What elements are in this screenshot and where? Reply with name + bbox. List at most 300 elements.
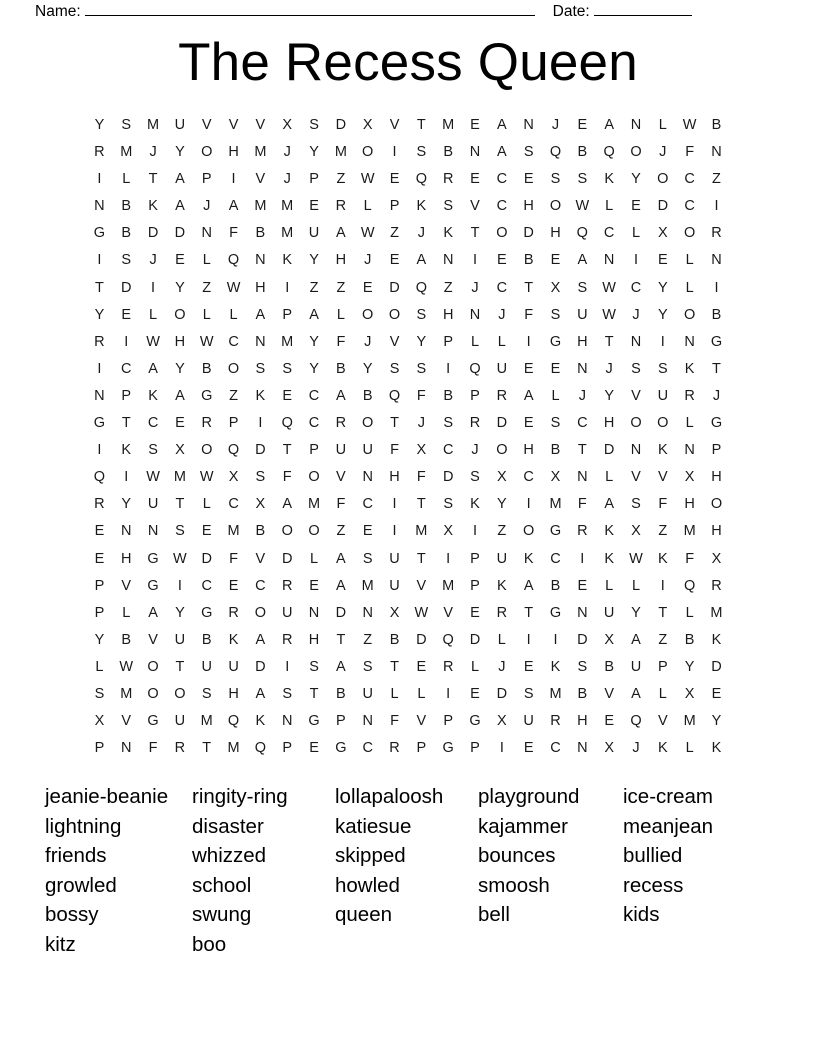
grid-letter[interactable]: R [684, 387, 695, 404]
grid-letter[interactable]: Q [415, 171, 427, 188]
grid-letter[interactable]: Z [229, 387, 238, 404]
grid-letter[interactable]: S [523, 144, 534, 161]
grid-letter[interactable]: M [281, 225, 294, 242]
grid-letter[interactable]: A [228, 198, 239, 215]
grid-letter[interactable]: Y [94, 117, 105, 133]
grid-letter[interactable]: W [146, 469, 160, 486]
word-bank-item[interactable]: playground [478, 785, 580, 808]
grid-letter[interactable]: G [201, 604, 213, 621]
grid-letter[interactable]: S [550, 415, 561, 432]
grid-letter[interactable]: T [282, 442, 292, 459]
grid-letter[interactable]: C [228, 333, 239, 350]
grid-letter[interactable]: B [336, 360, 346, 377]
grid-letter[interactable]: T [416, 496, 426, 513]
grid-letter[interactable]: M [334, 144, 347, 161]
grid-letter[interactable]: I [97, 171, 102, 188]
grid-letter[interactable]: W [146, 333, 160, 350]
word-bank-item[interactable]: bounces [478, 844, 556, 867]
grid-letter[interactable]: Y [175, 604, 185, 621]
grid-letter[interactable]: A [255, 685, 266, 702]
grid-letter[interactable]: L [658, 117, 667, 133]
grid-letter[interactable]: D [711, 658, 722, 675]
grid-letter[interactable]: A [577, 252, 588, 269]
grid-letter[interactable]: D [442, 469, 454, 486]
grid-letter[interactable]: H [389, 469, 400, 486]
grid-letter[interactable]: D [523, 225, 534, 242]
grid-letter[interactable]: O [657, 415, 669, 432]
grid-letter[interactable]: V [336, 469, 346, 486]
grid-letter[interactable]: U [174, 117, 186, 133]
grid-letter[interactable]: E [362, 279, 373, 296]
grid-letter[interactable]: E [470, 171, 480, 188]
grid-letter[interactable]: I [446, 685, 451, 702]
grid-letter[interactable]: L [122, 604, 131, 621]
grid-letter[interactable]: M [200, 713, 213, 730]
grid-letter[interactable]: W [602, 306, 616, 323]
grid-letter[interactable]: Z [658, 631, 668, 648]
grid-letter[interactable]: Q [227, 252, 240, 269]
grid-letter[interactable]: E [94, 523, 105, 540]
grid-letter[interactable]: M [415, 523, 428, 540]
grid-letter[interactable]: T [470, 225, 480, 242]
grid-letter[interactable]: O [523, 523, 535, 540]
grid-letter[interactable]: E [523, 658, 534, 675]
grid-letter[interactable]: P [470, 387, 480, 404]
grid-letter[interactable]: X [175, 442, 185, 459]
grid-letter[interactable]: V [255, 550, 266, 567]
grid-letter[interactable]: U [496, 360, 508, 377]
grid-letter[interactable]: C [603, 225, 615, 242]
grid-letter[interactable]: Y [175, 279, 185, 296]
grid-letter[interactable]: R [577, 523, 588, 540]
grid-letter[interactable]: N [201, 225, 212, 242]
grid-letter[interactable]: U [281, 604, 293, 621]
grid-letter[interactable]: W [199, 469, 214, 486]
grid-letter[interactable]: Y [94, 631, 105, 648]
grid-letter[interactable]: Z [363, 631, 373, 648]
grid-letter[interactable]: O [174, 685, 186, 702]
grid-letter[interactable]: R [711, 225, 722, 242]
grid-letter[interactable]: I [526, 333, 531, 350]
grid-letter[interactable]: F [524, 306, 534, 323]
grid-letter[interactable]: X [255, 496, 266, 513]
grid-letter[interactable]: N [362, 469, 373, 486]
grid-letter[interactable]: V [255, 117, 266, 133]
grid-letter[interactable]: J [417, 225, 425, 242]
grid-letter[interactable]: U [362, 685, 373, 702]
grid-letter[interactable]: J [578, 387, 586, 404]
grid-letter[interactable]: H [308, 631, 320, 648]
grid-letter[interactable]: M [254, 198, 267, 215]
grid-letter[interactable]: E [523, 415, 534, 432]
grid-letter[interactable]: M [683, 713, 696, 730]
grid-letter[interactable]: U [657, 387, 669, 404]
grid-letter[interactable]: B [121, 631, 132, 648]
grid-letter[interactable]: A [175, 387, 185, 404]
name-write-in-line[interactable] [85, 2, 535, 16]
grid-letter[interactable]: L [685, 740, 694, 757]
grid-letter[interactable]: R [496, 387, 508, 404]
grid-letter[interactable]: N [630, 333, 642, 350]
grid-letter[interactable]: Y [631, 604, 641, 621]
grid-letter[interactable]: E [470, 604, 480, 621]
grid-letter[interactable]: U [389, 577, 400, 594]
word-bank-item[interactable]: ringity-ring [192, 785, 288, 808]
grid-letter[interactable]: C [442, 442, 454, 459]
grid-letter[interactable]: I [392, 523, 397, 540]
grid-letter[interactable]: R [174, 740, 186, 757]
date-write-in-line[interactable] [594, 2, 692, 16]
word-bank-item[interactable]: boo [192, 932, 227, 956]
grid-letter[interactable]: F [148, 740, 158, 757]
grid-letter[interactable]: E [389, 171, 400, 188]
grid-letter[interactable]: E [94, 550, 105, 567]
grid-letter[interactable]: I [124, 333, 129, 350]
grid-letter[interactable]: P [228, 415, 239, 432]
grid-letter[interactable]: G [201, 387, 213, 404]
grid-letter[interactable]: M [442, 577, 455, 594]
grid-letter[interactable]: T [416, 550, 426, 567]
grid-letter[interactable]: H [577, 333, 588, 350]
grid-letter[interactable]: B [255, 523, 266, 540]
word-bank-item[interactable]: whizzed [192, 844, 267, 867]
grid-letter[interactable]: N [308, 604, 320, 621]
grid-letter[interactable]: E [470, 685, 480, 702]
grid-letter[interactable]: I [633, 252, 638, 269]
grid-letter[interactable]: T [94, 279, 104, 296]
grid-letter[interactable]: P [657, 658, 668, 675]
grid-letter[interactable]: I [553, 631, 558, 648]
grid-letter[interactable]: K [657, 740, 668, 757]
grid-letter[interactable]: B [201, 360, 212, 377]
grid-letter[interactable]: N [362, 713, 373, 730]
grid-letter[interactable]: K [416, 198, 427, 215]
grid-letter[interactable]: X [684, 469, 695, 486]
grid-letter[interactable]: V [201, 117, 212, 133]
grid-letter[interactable]: W [414, 604, 429, 621]
grid-letter[interactable]: W [682, 117, 697, 133]
grid-letter[interactable]: Y [631, 171, 641, 188]
grid-letter[interactable]: C [201, 577, 212, 594]
grid-letter[interactable]: J [712, 387, 721, 404]
grid-letter[interactable]: U [630, 658, 642, 675]
grid-letter[interactable]: B [711, 117, 722, 133]
grid-letter[interactable]: I [285, 658, 290, 675]
grid-letter[interactable]: W [629, 550, 643, 567]
grid-letter[interactable]: W [226, 279, 241, 296]
grid-letter[interactable]: X [604, 740, 614, 757]
grid-letter[interactable]: V [255, 171, 266, 188]
grid-letter[interactable]: R [94, 496, 105, 513]
grid-letter[interactable]: T [416, 117, 426, 133]
grid-letter[interactable]: U [362, 442, 373, 459]
grid-letter[interactable]: V [470, 198, 480, 215]
grid-letter[interactable]: L [202, 252, 211, 269]
word-bank-item[interactable]: howled [335, 873, 400, 897]
grid-letter[interactable]: D [603, 442, 615, 459]
grid-letter[interactable]: P [282, 740, 293, 757]
grid-letter[interactable]: M [307, 496, 321, 513]
grid-letter[interactable]: S [550, 171, 561, 188]
grid-letter[interactable]: J [149, 252, 157, 269]
grid-letter[interactable]: O [362, 144, 374, 161]
grid-letter[interactable]: E [550, 360, 561, 377]
grid-letter[interactable]: U [389, 550, 400, 567]
grid-letter[interactable]: G [469, 713, 481, 730]
word-search-grid[interactable] [86, 112, 730, 762]
grid-letter[interactable]: U [174, 631, 186, 648]
grid-letter[interactable]: Q [93, 469, 106, 486]
grid-letter[interactable]: O [630, 415, 642, 432]
grid-letter[interactable]: T [336, 631, 346, 648]
grid-letter[interactable]: X [711, 550, 722, 567]
grid-letter[interactable]: L [631, 577, 641, 594]
grid-letter[interactable]: K [470, 496, 480, 513]
grid-letter[interactable]: H [228, 144, 239, 161]
grid-letter[interactable]: O [308, 523, 320, 540]
grid-letter[interactable]: O [281, 523, 293, 540]
grid-letter[interactable]: O [657, 171, 669, 188]
grid-letter[interactable]: J [149, 144, 157, 161]
word-bank-item[interactable]: queen [335, 903, 393, 926]
grid-letter[interactable]: S [309, 117, 319, 133]
grid-letter[interactable]: A [148, 604, 158, 621]
grid-letter[interactable]: S [416, 306, 427, 323]
grid-letter[interactable]: E [711, 685, 722, 702]
grid-letter[interactable]: Y [657, 279, 668, 296]
grid-letter[interactable]: P [94, 604, 105, 621]
grid-letter[interactable]: B [684, 631, 695, 648]
grid-letter[interactable]: C [308, 387, 320, 404]
word-bank-item[interactable]: kitz [45, 932, 76, 956]
grid-letter[interactable]: J [551, 117, 560, 133]
grid-letter[interactable]: N [255, 333, 266, 350]
grid-letter[interactable]: L [202, 306, 211, 323]
grid-letter[interactable]: D [281, 550, 293, 567]
grid-letter[interactable]: Z [390, 225, 399, 242]
grid-letter[interactable]: S [282, 360, 293, 377]
grid-letter[interactable]: N [577, 740, 588, 757]
grid-letter[interactable]: W [119, 658, 134, 675]
grid-letter[interactable]: P [470, 550, 480, 567]
grid-letter[interactable]: F [658, 496, 668, 513]
grid-letter[interactable]: T [202, 740, 212, 757]
grid-letter[interactable]: V [228, 117, 239, 133]
word-bank-item[interactable]: friends [45, 844, 107, 867]
grid-letter[interactable]: J [417, 415, 425, 432]
word-bank-item[interactable]: katiesue [335, 814, 412, 838]
grid-letter[interactable]: S [309, 658, 319, 675]
grid-letter[interactable]: S [148, 442, 158, 459]
grid-letter[interactable]: X [362, 117, 373, 133]
grid-letter[interactable]: R [201, 415, 212, 432]
grid-letter[interactable]: D [255, 442, 266, 459]
grid-letter[interactable]: M [442, 117, 455, 133]
grid-letter[interactable]: V [631, 469, 641, 486]
grid-letter[interactable]: B [523, 252, 534, 269]
grid-letter[interactable]: M [173, 469, 186, 486]
grid-letter[interactable]: D [147, 225, 159, 242]
grid-letter[interactable]: P [336, 713, 346, 730]
grid-letter[interactable]: E [416, 658, 427, 675]
grid-letter[interactable]: L [390, 685, 399, 702]
grid-letter[interactable]: O [683, 306, 696, 323]
grid-letter[interactable]: S [362, 658, 373, 675]
grid-letter[interactable]: J [471, 442, 479, 459]
grid-letter[interactable]: Q [388, 387, 401, 404]
grid-letter[interactable]: M [549, 685, 562, 702]
grid-letter[interactable]: C [362, 740, 373, 757]
grid-letter[interactable]: J [203, 198, 211, 215]
grid-letter[interactable]: S [443, 415, 454, 432]
grid-letter[interactable]: W [602, 279, 616, 296]
grid-letter[interactable]: P [416, 740, 427, 757]
grid-letter[interactable]: L [336, 306, 345, 323]
grid-letter[interactable]: J [632, 740, 640, 757]
grid-letter[interactable]: B [577, 144, 588, 161]
grid-letter[interactable]: U [308, 225, 320, 242]
grid-letter[interactable]: C [684, 198, 695, 215]
grid-letter[interactable]: H [335, 252, 347, 269]
grid-letter[interactable]: K [550, 658, 561, 675]
grid-letter[interactable]: E [523, 171, 534, 188]
grid-letter[interactable]: B [604, 658, 614, 675]
grid-letter[interactable]: I [580, 550, 585, 567]
grid-letter[interactable]: J [364, 333, 372, 350]
grid-letter[interactable]: H [523, 198, 534, 215]
grid-letter[interactable]: X [94, 713, 105, 730]
grid-letter[interactable]: O [308, 469, 320, 486]
grid-letter[interactable]: H [228, 685, 239, 702]
grid-letter[interactable]: C [308, 415, 320, 432]
grid-letter[interactable]: C [577, 415, 588, 432]
grid-letter[interactable]: D [255, 658, 266, 675]
grid-letter[interactable]: N [94, 387, 105, 404]
grid-letter[interactable]: C [550, 740, 561, 757]
grid-letter[interactable]: M [361, 577, 374, 594]
grid-letter[interactable]: G [549, 523, 562, 540]
grid-letter[interactable]: N [147, 523, 159, 540]
word-bank-item[interactable]: growled [45, 873, 117, 897]
grid-letter[interactable]: K [657, 442, 668, 459]
grid-letter[interactable]: K [255, 713, 266, 730]
grid-letter[interactable]: O [388, 306, 401, 323]
grid-letter[interactable]: A [175, 171, 185, 188]
grid-letter[interactable]: L [470, 333, 480, 350]
grid-letter[interactable]: E [631, 198, 641, 215]
grid-letter[interactable]: E [175, 415, 185, 432]
grid-letter[interactable]: Q [254, 740, 267, 757]
grid-letter[interactable]: T [390, 658, 399, 675]
grid-letter[interactable]: B [550, 577, 561, 594]
grid-letter[interactable]: S [577, 171, 588, 188]
grid-letter[interactable]: D [416, 631, 427, 648]
grid-letter[interactable]: N [577, 469, 588, 486]
grid-letter[interactable]: B [443, 387, 454, 404]
grid-letter[interactable]: N [577, 360, 588, 377]
grid-letter[interactable]: H [711, 523, 722, 540]
grid-letter[interactable]: I [526, 631, 531, 648]
grid-letter[interactable]: D [469, 631, 481, 648]
grid-letter[interactable]: S [631, 360, 641, 377]
grid-letter[interactable]: S [631, 496, 641, 513]
grid-letter[interactable]: S [577, 279, 588, 296]
grid-letter[interactable]: V [443, 604, 454, 621]
grid-letter[interactable]: Y [657, 306, 668, 323]
grid-letter[interactable]: L [685, 415, 694, 432]
grid-letter[interactable]: Q [603, 144, 615, 161]
grid-letter[interactable]: D [657, 198, 669, 215]
grid-letter[interactable]: A [631, 685, 641, 702]
grid-letter[interactable]: N [711, 252, 722, 269]
grid-letter[interactable]: E [389, 252, 400, 269]
grid-letter[interactable]: C [684, 171, 695, 188]
grid-letter[interactable]: A [336, 658, 346, 675]
grid-letter[interactable]: B [201, 631, 212, 648]
grid-letter[interactable]: X [631, 523, 641, 540]
grid-letter[interactable]: T [658, 604, 668, 621]
grid-letter[interactable]: X [604, 631, 614, 648]
grid-letter[interactable]: G [710, 333, 723, 350]
word-bank-item[interactable]: recess [623, 873, 684, 897]
grid-letter[interactable]: A [148, 360, 158, 377]
grid-letter[interactable]: M [549, 496, 562, 513]
grid-letter[interactable]: E [309, 577, 319, 594]
grid-letter[interactable]: Q [227, 713, 240, 730]
grid-letter[interactable]: Y [684, 658, 695, 675]
grid-letter[interactable]: V [148, 631, 158, 648]
grid-letter[interactable]: Q [683, 577, 696, 594]
grid-letter[interactable]: B [711, 306, 722, 323]
grid-letter[interactable]: B [550, 442, 561, 459]
grid-letter[interactable]: G [308, 713, 320, 730]
grid-letter[interactable]: O [147, 685, 159, 702]
grid-letter[interactable]: O [683, 225, 696, 242]
grid-letter[interactable]: L [551, 387, 560, 404]
grid-letter[interactable]: R [335, 415, 347, 432]
grid-letter[interactable]: R [442, 658, 454, 675]
grid-letter[interactable]: O [147, 658, 159, 675]
grid-letter[interactable]: Y [711, 713, 722, 730]
grid-letter[interactable]: V [121, 577, 132, 594]
grid-letter[interactable]: L [685, 252, 694, 269]
grid-letter[interactable]: Z [443, 279, 453, 296]
grid-letter[interactable]: H [174, 333, 186, 350]
grid-letter[interactable]: O [496, 225, 508, 242]
grid-letter[interactable]: K [148, 387, 158, 404]
grid-letter[interactable]: X [282, 117, 293, 133]
grid-letter[interactable]: D [201, 550, 212, 567]
grid-letter[interactable]: Q [281, 415, 293, 432]
grid-letter[interactable]: Y [497, 496, 507, 513]
grid-letter[interactable]: E [523, 360, 534, 377]
grid-letter[interactable]: R [496, 604, 508, 621]
word-bank-item[interactable]: school [192, 873, 252, 897]
grid-letter[interactable]: X [416, 442, 427, 459]
grid-letter[interactable]: K [255, 387, 266, 404]
grid-letter[interactable]: B [121, 225, 132, 242]
grid-letter[interactable]: D [121, 279, 132, 296]
grid-letter[interactable]: J [632, 306, 640, 323]
grid-letter[interactable]: R [469, 415, 481, 432]
grid-letter[interactable]: I [151, 279, 156, 296]
grid-letter[interactable]: I [124, 469, 129, 486]
word-bank-item[interactable]: bossy [45, 903, 99, 926]
grid-letter[interactable]: L [229, 306, 238, 323]
grid-letter[interactable]: G [147, 577, 159, 594]
grid-letter[interactable]: Z [658, 523, 668, 540]
grid-letter[interactable]: U [603, 604, 615, 621]
